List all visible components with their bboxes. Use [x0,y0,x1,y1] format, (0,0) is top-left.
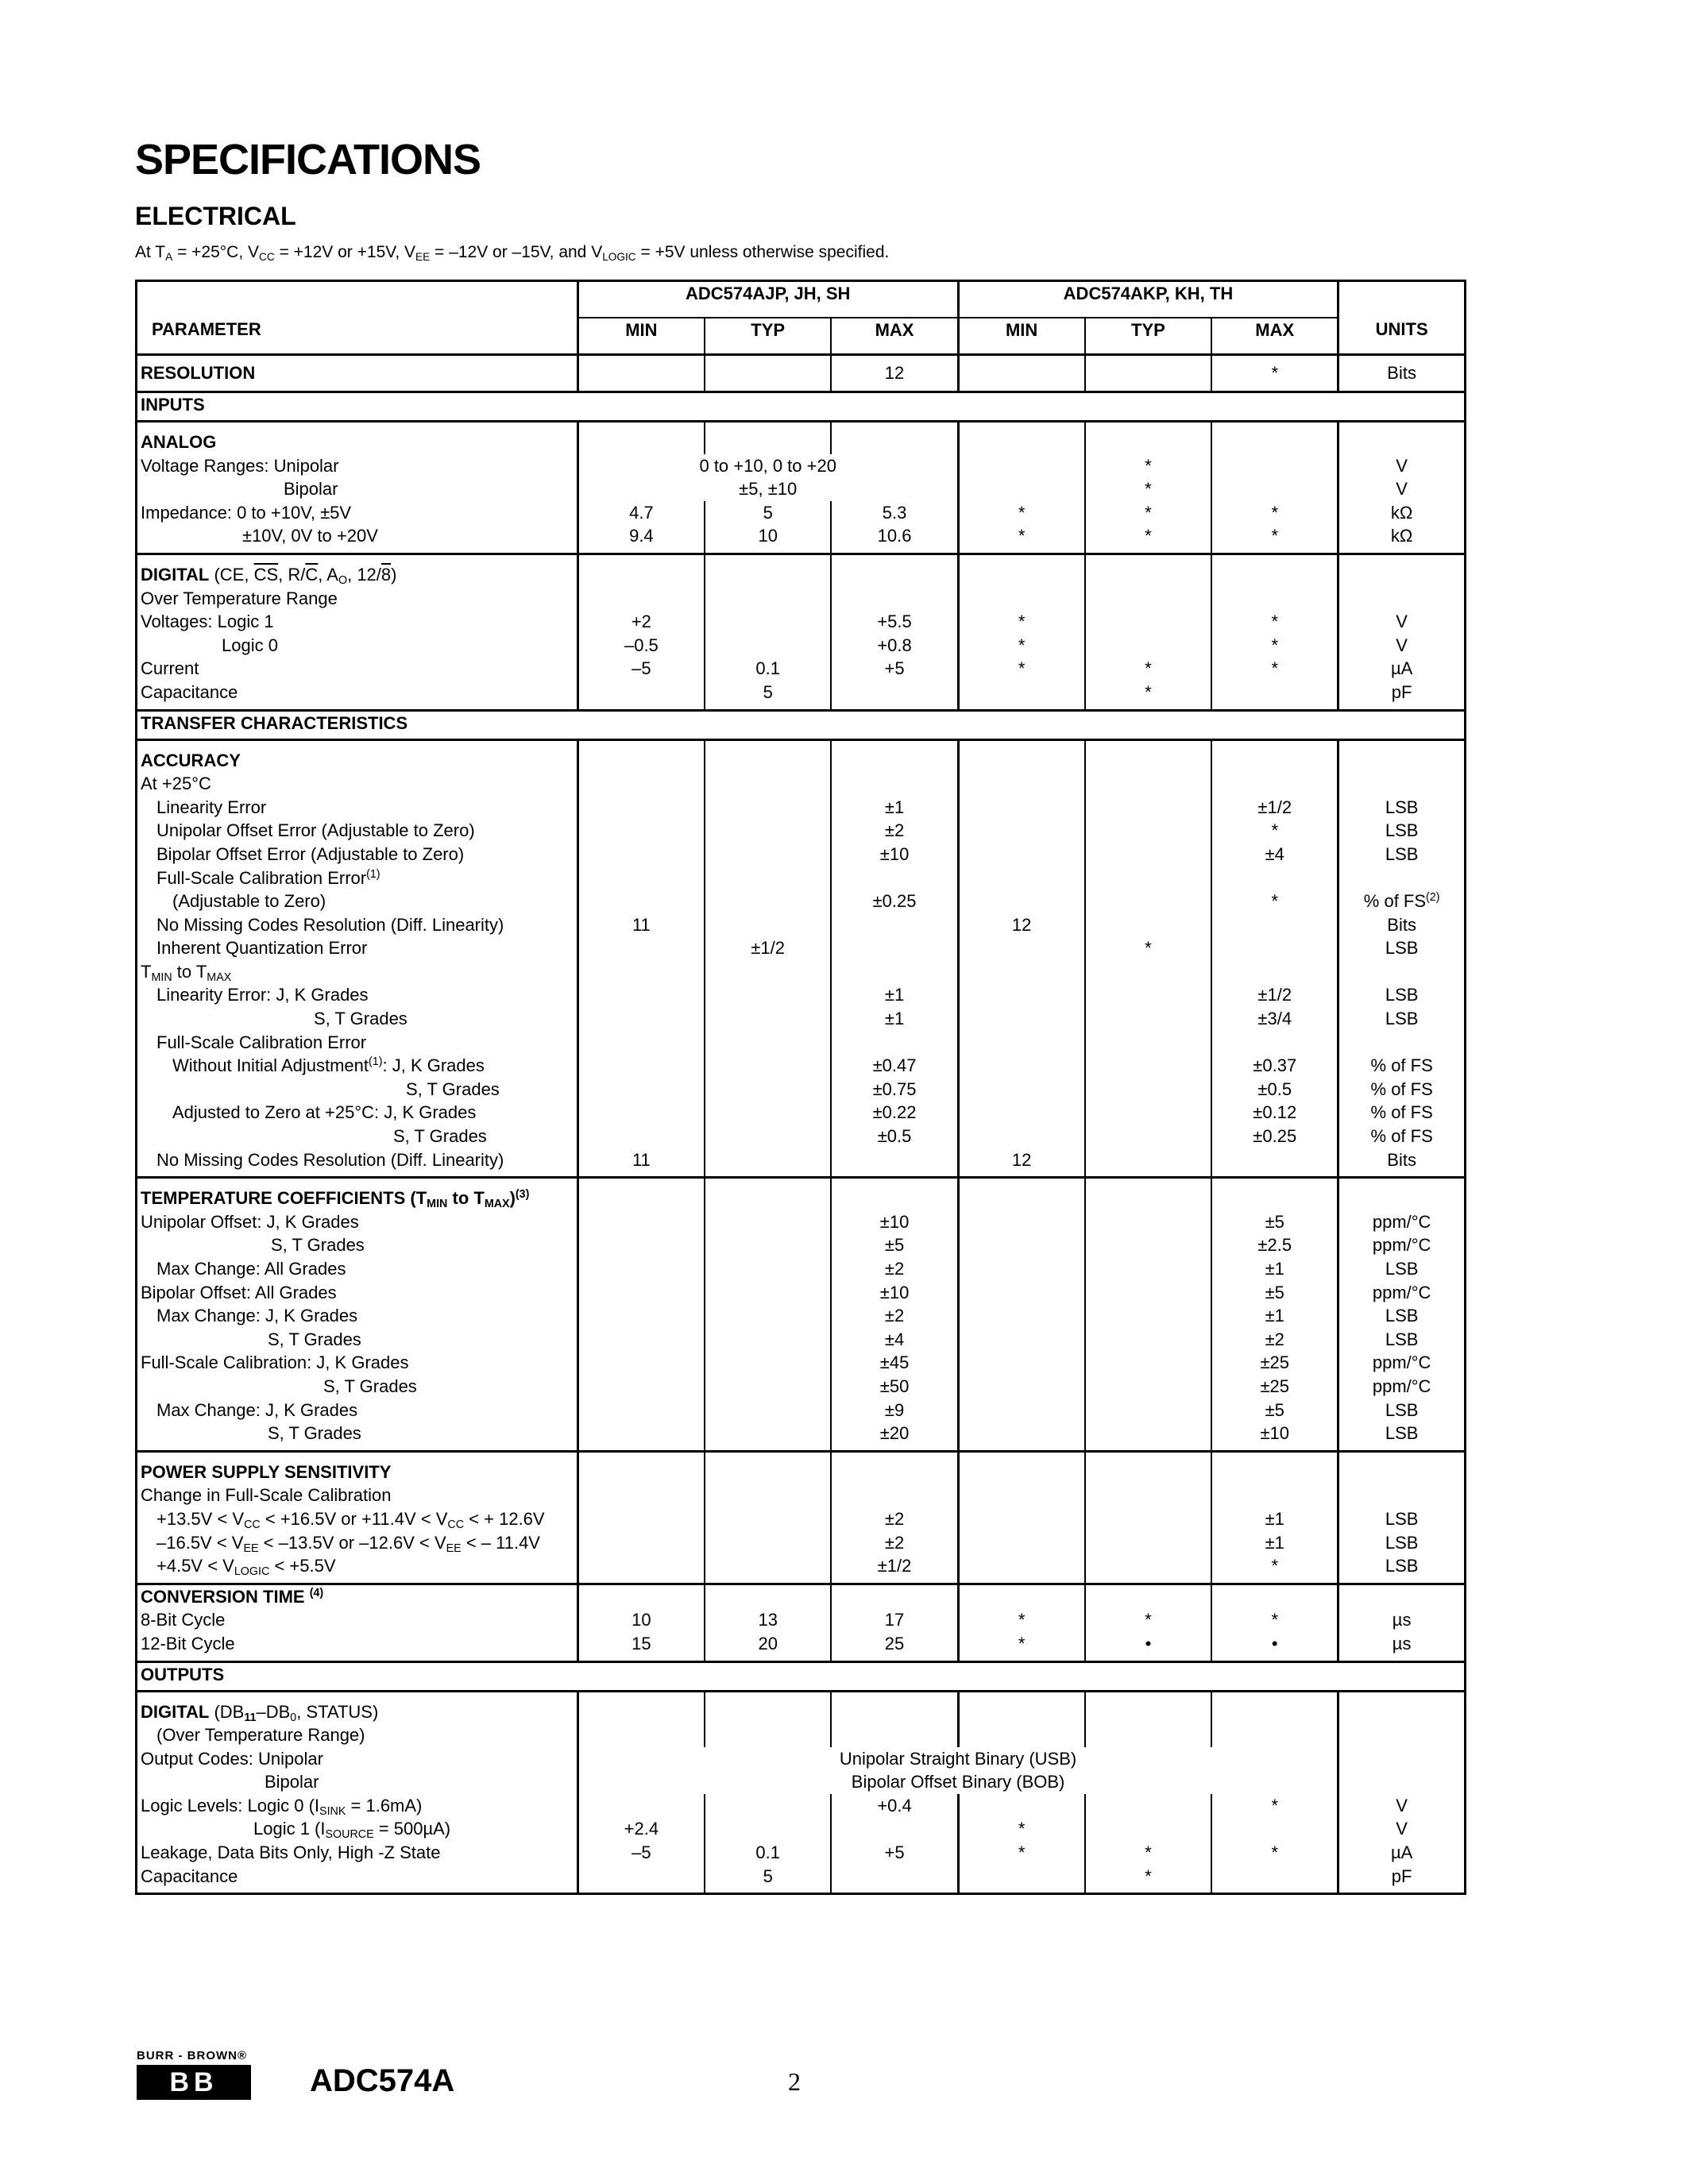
row-label: Max Change: J, K Grades [156,1306,358,1326]
row-label: Change in Full-Scale Calibration [141,1485,392,1506]
cell-value: ±0.25 [1211,1125,1338,1148]
cell-value: * [1211,610,1338,634]
cell-value: ±25 [1211,1351,1338,1375]
cell-value: 0.1 [705,1841,832,1865]
col-header-parameter: PARAMETER [137,318,578,355]
cell-value: * [958,1632,1085,1661]
table-row [137,1210,1466,1234]
cell-units: LSB [1338,1257,1466,1281]
cell-value: * [1085,477,1212,501]
cell-value: +0.4 [831,1794,958,1818]
cell-units: kΩ [1338,524,1466,554]
table-row [137,936,1466,960]
cell-value: * [1211,524,1338,554]
cell-value: 12 [831,355,958,392]
cell-value: 0 to +10, 0 to +20 [577,454,958,478]
row-label: Max Change: J, K Grades [156,1399,358,1420]
cell-value: –5 [577,657,705,681]
cell-value: ±0.47 [831,1054,958,1078]
table-row [137,1101,1466,1125]
cell-value: ±4 [831,1328,958,1352]
column-header-row [137,318,1466,355]
cell-value: 10.6 [831,524,958,554]
table-row [137,1723,1466,1747]
table-row [137,1554,1466,1584]
cell-value: ±3/4 [1211,1007,1338,1031]
block-title: ACCURACY [137,739,578,772]
row-label: Logic Levels: Logic 0 $(I_{SINK} = 1.6mA)$ [141,1795,423,1818]
cell-value: 9.4 [577,524,705,554]
cell-value: +5 [831,1841,958,1865]
row-label: Full-Scale Calibration Error [156,1032,367,1052]
cell-value: 12 [958,913,1085,937]
row-label: Over Temperature Range [141,588,338,608]
block-title: DIGITAL (CE, $\overline{CS}$, $R/\overline{C}$, $A_O$, 12/8) [137,554,578,586]
table-row [137,1691,1466,1723]
cell-units: pF [1338,681,1466,710]
table-row [137,681,1466,710]
cell-value: * [958,1817,1085,1841]
cell-units: LSB [1338,1328,1466,1352]
row-label: S, T Grades [323,1376,417,1396]
cell-value: ±1 [1211,1531,1338,1555]
row-label: Unipolar Offset Error (Adjustable to Zero) [156,820,475,841]
group-header-j: ADC574AJP, JH, SH [577,281,958,318]
cell-value: ±10 [831,843,958,866]
col-header-typ: TYP [705,318,832,355]
cell-value: 4.7 [577,501,705,525]
cell-value: 10 [577,1608,705,1632]
cell-units: % of FS [1338,1054,1466,1078]
cell-units: ppm/°C [1338,1281,1466,1305]
cell-units: V [1338,1817,1466,1841]
cell-value: ±4 [1211,843,1338,866]
col-header-units: UNITS [1338,318,1466,355]
table-row [137,1078,1466,1102]
table-row [137,1747,1466,1771]
cell-value: ±0.5 [1211,1078,1338,1102]
cell-value: ±25 [1211,1375,1338,1399]
cell-units: LSB [1338,796,1466,820]
row-label: Logic 0 [222,635,278,655]
table-row [137,1584,1466,1608]
cell-value: * [1211,1794,1338,1818]
row-label: $+13.5V < V_{CC} < +16.5V$ or $+11.4V < V_{CC}$ < + 12.6V [156,1508,545,1531]
cell-value: ±20 [831,1422,958,1451]
row-label: 12-Bit Cycle [141,1633,235,1653]
table-row [137,1770,1466,1794]
table-row [137,1125,1466,1148]
table-row [137,1794,1466,1818]
row-label: Leakage, Data Bits Only, High -Z State [141,1843,441,1863]
table-row [137,1351,1466,1375]
cell-units: Bits [1338,355,1466,392]
cell-units: % of FS$^{(2)}$ [1338,889,1466,913]
cell-units: LSB [1338,819,1466,843]
table-row [137,554,1466,586]
test-conditions: At $T_A = +25^\circ C$, $V_{CC} = +12V$ or +15V, $V_{EE} = -12V$ or –15V, and $V_{LOGIC} = +5V$ unless otherwise specified. [135,243,890,263]
table-row [137,422,1466,454]
row-label: Linearity Error: J, K Grades [156,985,369,1005]
table-row [137,1632,1466,1661]
table-row [137,983,1466,1007]
table-row [137,1281,1466,1305]
cell-value: 11 [577,1148,705,1178]
cell-value: * [1085,1608,1212,1632]
row-label: 8-Bit Cycle [141,1610,226,1630]
table-row [137,960,1466,984]
cell-units: % of FS [1338,1101,1466,1125]
row-label: Bipolar Offset Error (Adjustable to Zero) [156,843,465,864]
cell-value: Bipolar Offset Binary (BOB) [577,1770,1338,1794]
cell-units: LSB [1338,843,1466,866]
row-label: Unipolar Offset: J, K Grades [141,1211,359,1232]
cell-units: V [1338,610,1466,634]
cell-value: 5 [705,681,832,710]
cell-units: LSB [1338,1531,1466,1555]
cell-value: ±1/2 [831,1554,958,1584]
row-label: Impedance: 0 to +10V, ±5V [141,502,352,523]
section-row-transfer [137,710,1466,739]
table-row [137,1865,1466,1894]
row-label: Full-Scale Calibration: J, K Grades [141,1352,409,1373]
cell-units: V [1338,1794,1466,1818]
cell-units: µs [1338,1608,1466,1632]
cell-value: ±2 [1211,1328,1338,1352]
table-row [137,913,1466,937]
row-label: No Missing Codes Resolution (Diff. Linearity) [156,1149,504,1170]
cell-value: * [958,1608,1085,1632]
block-title: TEMPERATURE COEFFICIENTS ($T_{MIN}$ to $T_{MAX})^{(3)}$ [137,1178,578,1210]
cell-value: * [1211,819,1338,843]
cell-value: ±5 [1211,1399,1338,1422]
table-row [137,1328,1466,1352]
cell-value: 13 [705,1608,832,1632]
cell-units: µA [1338,1841,1466,1865]
cell-value: 5 [705,1865,832,1894]
cell-units: LSB [1338,1507,1466,1531]
table-row [137,355,1466,392]
cell-units: V [1338,634,1466,658]
cell-value: • [1085,1632,1212,1661]
cell-units: LSB [1338,1304,1466,1328]
table-row [137,1304,1466,1328]
table-row [137,454,1466,478]
cell-value: * [1211,634,1338,658]
cell-units: ppm/°C [1338,1233,1466,1257]
cell-value: ±0.37 [1211,1054,1338,1078]
row-label: Bipolar Offset: All Grades [141,1282,337,1302]
table-row [137,1007,1466,1031]
block-title: DIGITAL ($DB_{11}-DB_0$, STATUS) [137,1691,578,1723]
cell-value: +5.5 [831,610,958,634]
cell-units: % of FS [1338,1078,1466,1102]
section-row-inputs [137,392,1466,422]
document-code: ADC574A [310,2063,455,2098]
cell-value: –5 [577,1841,705,1865]
cell-value: ±10 [1211,1422,1338,1451]
row-label: Voltages: Logic 1 [141,612,274,632]
cell-units: LSB [1338,983,1466,1007]
table-row [137,739,1466,772]
row-label: S, T Grades [393,1126,487,1147]
row-label: (Adjustable to Zero) [172,891,326,912]
cell-value: ±9 [831,1399,958,1422]
cell-value: * [1085,524,1212,554]
cell-value: * [1211,355,1338,392]
cell-value: * [1085,454,1212,478]
cell-value: ±1 [1211,1507,1338,1531]
cell-units: µA [1338,657,1466,681]
cell-units: LSB [1338,1554,1466,1584]
page-title: SPECIFICATIONS [135,136,481,183]
table-row [137,524,1466,554]
cell-value: ±50 [831,1375,958,1399]
row-label: ±10V, 0V to +20V [242,526,378,546]
cell-units: µs [1338,1632,1466,1661]
row-label: Capacitance [141,1866,238,1886]
cell-value: * [1211,889,1338,913]
cell-units: LSB [1338,1399,1466,1422]
cell-value: ±2 [831,1257,958,1281]
cell-value: * [958,1841,1085,1865]
cell-value: ±5, ±10 [577,477,958,501]
cell-units: pF [1338,1865,1466,1894]
cell-value: ±2 [831,1507,958,1531]
table-row [137,819,1466,843]
table-row [137,501,1466,525]
block-title: ANALOG [137,422,578,454]
cell-value: ±0.5 [831,1125,958,1148]
table-row [137,1178,1466,1210]
row-label: (Over Temperature Range) [156,1725,365,1746]
cell-value: ±5 [1211,1281,1338,1305]
cell-value: 5 [705,501,832,525]
cell-value: ±0.75 [831,1078,958,1102]
table-row [137,772,1466,796]
cell-value: ±0.22 [831,1101,958,1125]
cell-value: * [958,610,1085,634]
row-label: Adjusted to Zero at +25°C: J, K Grades [172,1102,477,1123]
cell-value: ±45 [831,1351,958,1375]
cell-units: LSB [1338,1422,1466,1451]
page-number: 2 [788,2067,801,2096]
cell-value: ±2.5 [1211,1233,1338,1257]
cell-units: V [1338,454,1466,478]
cell-value: 20 [705,1632,832,1661]
block-title: CONVERSION TIME $^{(4)}$ [137,1584,578,1608]
cell-value: * [1211,501,1338,525]
table-row [137,1422,1466,1451]
row-label: Current [141,658,199,679]
cell-value: * [1211,657,1338,681]
brand-logo-text: BURR - BROWN® [137,2049,248,2062]
section-row-outputs [137,1661,1466,1691]
row-label: Bipolar [265,1772,319,1792]
row-label: No Missing Codes Resolution (Diff. Linearity) [156,914,504,935]
table-row [137,587,1466,611]
cell-units: LSB [1338,936,1466,960]
group-header-row [137,281,1466,318]
row-label: $-16.5V < V_{EE} < -13.5V$ or $-12.6V < V_{EE}$ < – 11.4V [156,1532,540,1555]
table-row [137,866,1466,890]
row-label: Full-Scale Calibration Error$^{(1)}$ [156,867,380,888]
table-row [137,634,1466,658]
cell-value: ±5 [831,1233,958,1257]
row-label: At +25°C [141,774,211,794]
cell-value: +0.8 [831,634,958,658]
cell-units: ppm/°C [1338,1210,1466,1234]
cell-value: 25 [831,1632,958,1661]
cell-value: ±10 [831,1210,958,1234]
cell-value: 17 [831,1608,958,1632]
table-row [137,1054,1466,1078]
row-label: Bipolar [284,479,338,500]
block-title: POWER SUPPLY SENSITIVITY [137,1451,578,1484]
table-row [137,843,1466,866]
row-label: Logic 1 $(I_{SOURCE} = 500\mu A)$ [253,1819,451,1842]
col-header-typ: TYP [1085,318,1212,355]
table-row [137,1817,1466,1841]
row-label: Voltage Ranges: Unipolar [141,455,339,476]
cell-value: * [958,524,1085,554]
cell-value: 5.3 [831,501,958,525]
cell-value: ±2 [831,1531,958,1555]
section-subtitle: ELECTRICAL [135,202,296,230]
cell-value: * [1085,681,1212,710]
cell-value: 15 [577,1632,705,1661]
table-row [137,889,1466,913]
cell-value: ±0.12 [1211,1101,1338,1125]
cell-value: –0.5 [577,634,705,658]
row-label: Output Codes: Unipolar [141,1748,323,1769]
row-label: Capacitance [141,681,238,702]
cell-value: Unipolar Straight Binary (USB) [577,1747,1338,1771]
cell-units: % of FS [1338,1125,1466,1148]
cell-units: kΩ [1338,501,1466,525]
spec-table [135,280,1466,1895]
cell-value: ±1/2 [1211,983,1338,1007]
cell-value: ±1/2 [705,936,832,960]
row-label: S, T Grades [271,1235,365,1256]
cell-value: * [1085,936,1212,960]
cell-units: Bits [1338,1148,1466,1178]
cell-units: Bits [1338,913,1466,937]
cell-value: 0.1 [705,657,832,681]
table-row [137,1399,1466,1422]
cell-value: 11 [577,913,705,937]
cell-value: ±1 [831,1007,958,1031]
row-label: RESOLUTION [141,363,256,384]
table-row [137,1257,1466,1281]
table-row [137,1233,1466,1257]
group-header-k: ADC574AKP, KH, TH [958,281,1338,318]
cell-value: ±1 [831,983,958,1007]
row-label: Without Initial Adjustment$^{(1)}$: J, K Grades [172,1055,485,1076]
table-row [137,1375,1466,1399]
table-row [137,1531,1466,1555]
cell-value: 12 [958,1148,1085,1178]
cell-value: * [958,657,1085,681]
section-heading: OUTPUTS [137,1661,1466,1691]
cell-value: 10 [705,524,832,554]
section-heading: TRANSFER CHARACTERISTICS [137,710,1466,739]
section-heading: INPUTS [137,392,1466,422]
cell-value: * [1085,1841,1212,1865]
row-label: Inherent Quantization Error [156,938,368,959]
cell-value: ±1/2 [1211,796,1338,820]
table-row [137,657,1466,681]
col-header-min: MIN [577,318,705,355]
row-label: S, T Grades [268,1423,361,1444]
row-label: S, T Grades [268,1329,361,1349]
cell-value: ±2 [831,1304,958,1328]
col-header-max: MAX [831,318,958,355]
row-label: $T_{MIN}$ to $T_{MAX}$ [141,961,232,984]
cell-value: ±10 [831,1281,958,1305]
table-row [137,1031,1466,1055]
cell-value: +2 [577,610,705,634]
cell-value: * [958,501,1085,525]
row-label: Linearity Error [156,797,267,817]
cell-units: LSB [1338,1007,1466,1031]
col-header-max: MAX [1211,318,1338,355]
cell-value: * [1211,1554,1338,1584]
table-row [137,796,1466,820]
table-row [137,477,1466,501]
col-header-min: MIN [958,318,1085,355]
cell-value: ±1 [1211,1257,1338,1281]
cell-value: * [1211,1608,1338,1632]
table-row [137,1608,1466,1632]
table-row [137,1148,1466,1178]
row-label: $+4.5V < V_{LOGIC} < +5.5V$ [156,1556,336,1579]
cell-value: ±1 [831,796,958,820]
brand-logo-box: BB [137,2065,251,2100]
cell-units: V [1338,477,1466,501]
table-row [137,610,1466,634]
cell-value: +5 [831,657,958,681]
table-row [137,1841,1466,1865]
cell-units: ppm/°C [1338,1375,1466,1399]
cell-value: * [1085,657,1212,681]
cell-units: ppm/°C [1338,1351,1466,1375]
cell-value: * [1085,1865,1212,1894]
cell-value: +2.4 [577,1817,705,1841]
row-label: S, T Grades [314,1009,408,1029]
cell-value: * [958,634,1085,658]
cell-value: ±2 [831,819,958,843]
cell-value: ±0.25 [831,889,958,913]
cell-value: ±5 [1211,1210,1338,1234]
row-label: S, T Grades [406,1078,500,1099]
table-row [137,1484,1466,1507]
cell-value: * [1085,501,1212,525]
row-label: Max Change: All Grades [156,1259,346,1279]
table-row [137,1507,1466,1531]
cell-value: ±1 [1211,1304,1338,1328]
cell-value: * [1211,1841,1338,1865]
table-row [137,1451,1466,1484]
cell-value: • [1211,1632,1338,1661]
